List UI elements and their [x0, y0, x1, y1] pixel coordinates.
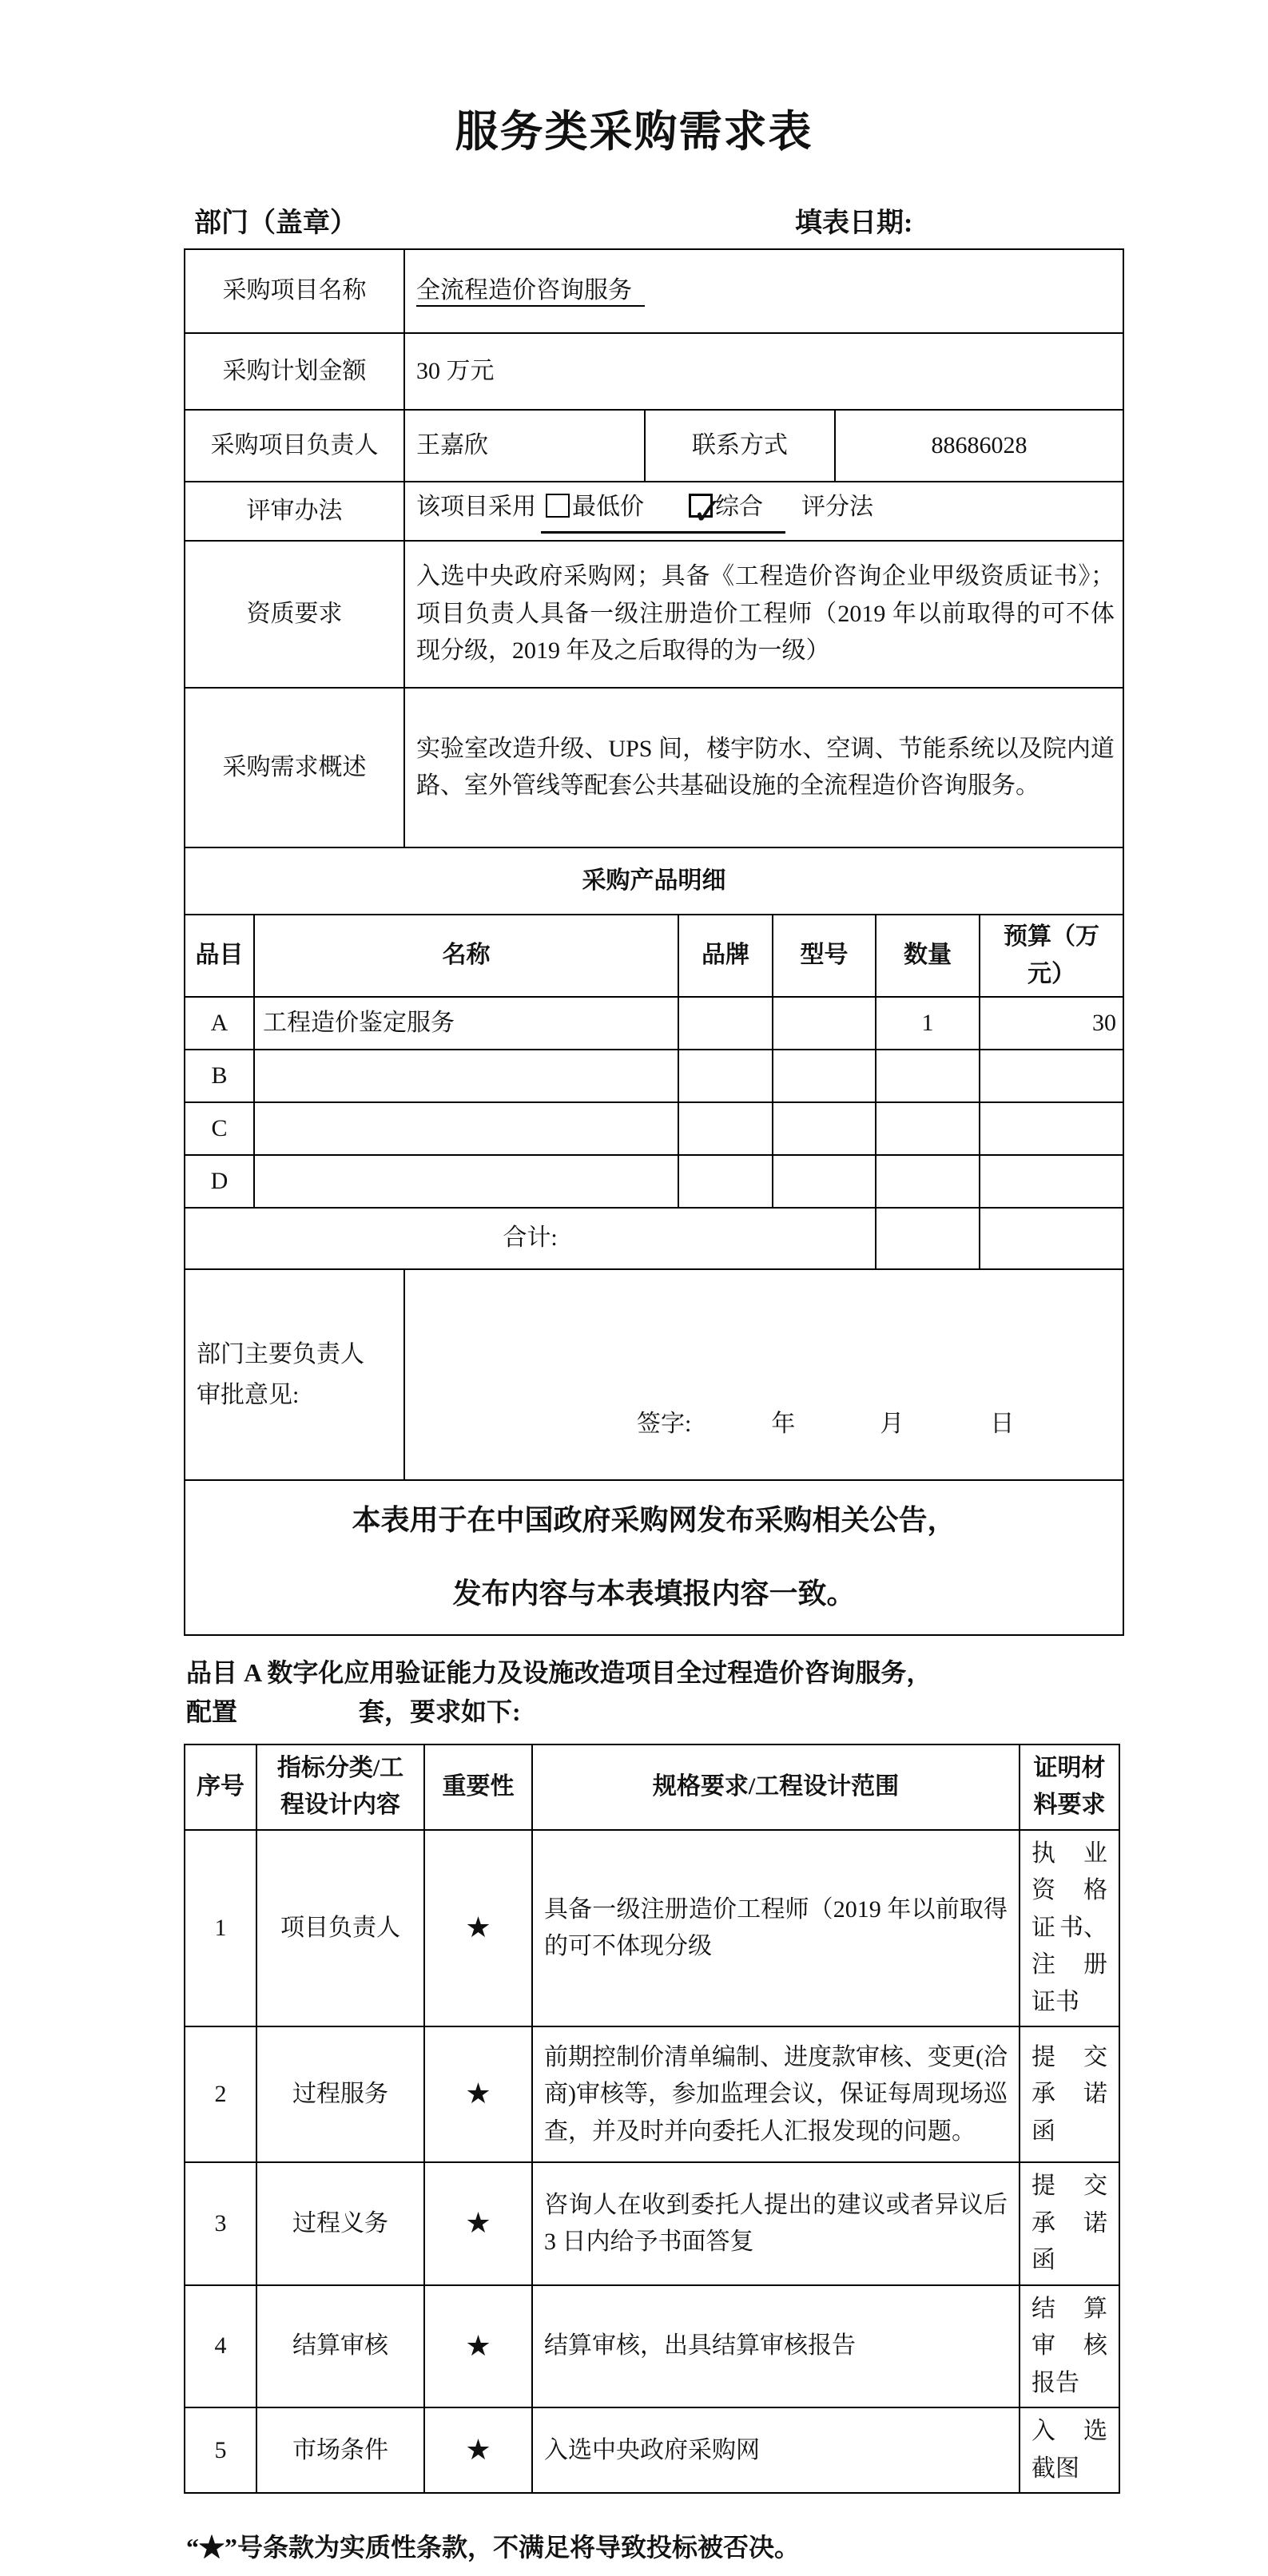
spec-row-number: 1: [185, 1830, 256, 2027]
spec-row-5: [185, 2407, 1119, 2493]
header-brand: 品牌: [678, 915, 773, 997]
checkbox-unchecked-icon[interactable]: [546, 494, 570, 518]
meta-row: [194, 200, 1268, 237]
year-label: 年: [771, 1411, 796, 1437]
spec-header-spec: 规格要求/工程设计范围: [532, 1744, 1020, 1830]
item-qty: [876, 1102, 980, 1155]
qualification-value: 入选中央政府采购网；具备《工程造价咨询企业甲级资质证书》；项目负责人具备一级注册造价工程师（2019 年以前取得的可不体现分级，2019 年及之后取得的为一级）: [404, 541, 1123, 688]
review-prefix: 该项目采用: [416, 494, 536, 521]
item-budget: 30: [980, 997, 1123, 1050]
project-name-value: 全流程造价咨询服务: [416, 277, 645, 307]
review-suffix: 评分法: [801, 494, 873, 521]
footer-statement-line2: 发布内容与本表填报内容一致。: [452, 1577, 856, 1610]
dept-seal-label: 部门（盖章）: [194, 208, 357, 238]
footer-statement: [185, 1480, 1123, 1635]
item-model: [773, 1155, 876, 1208]
header-name: 名称: [254, 915, 678, 997]
project-name-label: 采购项目名称: [185, 249, 404, 333]
sign-label: 签字:: [637, 1411, 692, 1437]
proof-materials: 提 交 承 诺 函: [1020, 2162, 1119, 2285]
item-id: A: [185, 997, 254, 1050]
item-name: [254, 1050, 678, 1102]
header-model: 型号: [773, 915, 876, 997]
item-qty: [876, 1155, 980, 1208]
leader-value: 王嘉欣: [404, 410, 645, 482]
row-detail-banner: [185, 847, 1123, 915]
item-model: [773, 1050, 876, 1102]
option-lowest-price-label: 最低价: [572, 494, 644, 521]
item-id: D: [185, 1155, 254, 1208]
item-name: [254, 1102, 678, 1155]
item-model: [773, 997, 876, 1050]
item-brand: [678, 997, 773, 1050]
row-project-name: [185, 249, 1123, 333]
fill-date-label: 填表日期:: [795, 208, 913, 238]
plan-amount-value: 30 万元: [404, 333, 1123, 410]
option-comprehensive-label: 综合: [715, 494, 763, 521]
review-method-label: 评审办法: [185, 482, 404, 541]
item-brand: [678, 1102, 773, 1155]
item-row-b: [185, 1050, 1123, 1102]
option-comprehensive: [689, 494, 763, 520]
day-label: 日: [990, 1411, 1015, 1437]
item-qty: 1: [876, 997, 980, 1050]
spec-intro: [186, 1653, 1121, 1733]
spec-intro-suffix: 套，要求如下:: [359, 1697, 521, 1727]
spec-text: 咨询人在收到委托人提出的建议或者异议后 3 日内给予书面答复: [532, 2162, 1020, 2285]
item-brand: [678, 1050, 773, 1102]
item-brand: [678, 1155, 773, 1208]
item-id: B: [185, 1050, 254, 1102]
item-budget: [980, 1155, 1123, 1208]
checkbox-checked-icon[interactable]: [689, 494, 713, 518]
item-id: C: [185, 1102, 254, 1155]
spec-category: 项目负责人: [256, 1830, 424, 2027]
spec-intro-line1: 品目 A 数字化应用验证能力及设施改造项目全过程造价咨询服务，: [186, 1657, 932, 1687]
spec-row-number: 2: [185, 2026, 256, 2162]
total-qty: [876, 1208, 980, 1269]
spec-category: 过程服务: [256, 2026, 424, 2162]
spec-header-no: 序号: [185, 1744, 256, 1830]
signature-line: [405, 1406, 1123, 1443]
item-row-a: [185, 997, 1123, 1050]
star-clause-footnote: “★”号条款为实质性条款，不满足将导致投标被否决。: [186, 2533, 801, 2562]
item-qty: [876, 1050, 980, 1102]
approval-content: [404, 1269, 1123, 1480]
header-qty: 数量: [876, 915, 980, 997]
spec-intro-line2: [186, 1693, 1121, 1733]
spec-row-number: 5: [185, 2407, 256, 2493]
spec-table: [184, 1744, 1120, 2495]
footer-statement-row: [185, 1480, 1123, 1635]
spec-header-row: [185, 1744, 1119, 1830]
detail-header-row: [185, 915, 1123, 997]
approval-row: [185, 1269, 1123, 1480]
importance-star-icon: ★: [424, 2285, 532, 2408]
page-title: 服务类采购需求表: [455, 108, 813, 156]
item-budget: [980, 1102, 1123, 1155]
contact-value: 88686028: [835, 410, 1123, 482]
item-budget: [980, 1050, 1123, 1102]
contact-label: 联系方式: [645, 410, 835, 482]
spec-row-number: 4: [185, 2285, 256, 2408]
total-budget: [980, 1208, 1123, 1269]
importance-star-icon: ★: [424, 2026, 532, 2162]
overview-value: 实验室改造升级、UPS 间，楼宇防水、空调、节能系统以及院内道路、室外管线等配套公共基础设施的全流程造价咨询服务。: [404, 688, 1123, 847]
spec-category: 市场条件: [256, 2407, 424, 2493]
row-leader: [185, 410, 1123, 482]
spec-intro-prefix: 配置: [186, 1697, 238, 1727]
spec-text: 结算审核，出具结算审核报告: [532, 2285, 1020, 2408]
document-page: [0, 97, 1268, 2576]
project-name-cell: [404, 249, 1123, 333]
review-options: [541, 489, 785, 534]
spec-text: 入选中央政府采购网: [532, 2407, 1020, 2493]
spec-row-1: [185, 1830, 1119, 2027]
spec-category: 结算审核: [256, 2285, 424, 2408]
approval-label-line1: 部门主要负责人: [197, 1341, 364, 1367]
importance-star-icon: ★: [424, 2162, 532, 2285]
item-row-c: [185, 1102, 1123, 1155]
row-overview: [185, 688, 1123, 847]
review-method-cell: [404, 482, 1123, 541]
spec-text: 具备一级注册造价工程师（2019 年以前取得的可不体现分级: [532, 1830, 1020, 2027]
spec-category: 过程义务: [256, 2162, 424, 2285]
spec-header-category: 指标分类/工程设计内容: [256, 1744, 424, 1830]
leader-label: 采购项目负责人: [185, 410, 404, 482]
proof-materials: 结 算 审 核 报告: [1020, 2285, 1119, 2408]
item-model: [773, 1102, 876, 1155]
spec-text: 前期控制价清单编制、进度款审核、变更(洽商)审核等，参加监理会议，保证每周现场巡查，并及时并向委托人汇报发现的问题。: [532, 2026, 1020, 2162]
row-plan-amount: [185, 333, 1123, 410]
detail-banner: 采购产品明细: [185, 847, 1123, 915]
spec-header-proof: 证明材料要求: [1020, 1744, 1119, 1830]
option-lowest-price: [546, 494, 644, 520]
requirements-table: [184, 248, 1124, 1636]
qualification-label: 资质要求: [185, 541, 404, 688]
item-name: 工程造价鉴定服务: [254, 997, 678, 1050]
proof-materials: 执 业 资 格 证 书、 注 册 证书: [1020, 1830, 1119, 2027]
month-label: 月: [880, 1411, 904, 1437]
header-budget: 预算（万元）: [980, 915, 1123, 997]
total-label: 合计:: [185, 1208, 876, 1269]
header-item-id: 品目: [185, 915, 254, 997]
item-name: [254, 1155, 678, 1208]
approval-label-line2: 审批意见:: [197, 1382, 300, 1408]
total-row: [185, 1208, 1123, 1269]
row-review-method: [185, 482, 1123, 541]
importance-star-icon: ★: [424, 1830, 532, 2027]
importance-star-icon: ★: [424, 2407, 532, 2493]
proof-materials: 提 交 承 诺 函: [1020, 2026, 1119, 2162]
approval-label: [185, 1269, 404, 1480]
spec-row-2: [185, 2026, 1119, 2162]
row-qualification: [185, 541, 1123, 688]
item-row-d: [185, 1155, 1123, 1208]
spec-row-4: [185, 2285, 1119, 2408]
footer-statement-line1: 本表用于在中国政府采购网发布采购相关公告，: [352, 1504, 956, 1536]
proof-materials: 入 选 截图: [1020, 2407, 1119, 2493]
spec-row-number: 3: [185, 2162, 256, 2285]
plan-amount-label: 采购计划金额: [185, 333, 404, 410]
spec-row-3: [185, 2162, 1119, 2285]
spec-header-importance: 重要性: [424, 1744, 532, 1830]
overview-label: 采购需求概述: [185, 688, 404, 847]
